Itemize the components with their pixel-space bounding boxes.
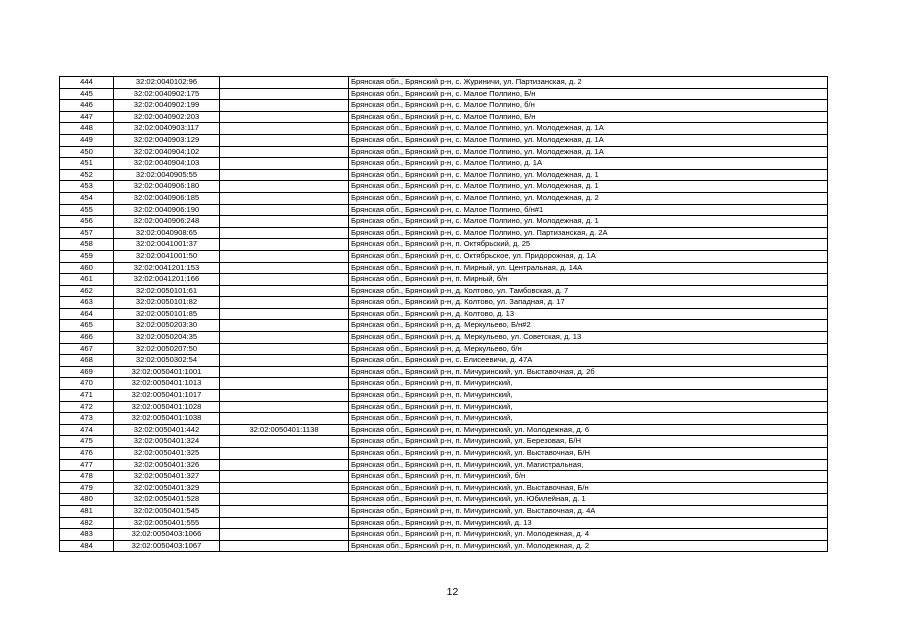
row-number-cell: 454 [60, 192, 114, 204]
address-cell: Брянская обл., Брянский р-н, п. Мирный, б/н [349, 274, 828, 286]
cadastral-number-cell: 32:02:0050401:1017 [114, 390, 220, 402]
related-cadastral-number-cell [220, 146, 349, 158]
cadastral-number-cell: 32:02:0040903:117 [114, 123, 220, 135]
address-cell: Брянская обл., Брянский р-н, с. Октябрьское, ул. Придорожная, д. 1А [349, 250, 828, 262]
table-row [60, 227, 828, 239]
related-cadastral-number-cell [220, 366, 349, 378]
related-cadastral-number-cell [220, 169, 349, 181]
address-cell: Брянская обл., Брянский р-н, с. Малое Полпино, ул. Молодежная, д. 1 [349, 181, 828, 193]
address-cell: Брянская обл., Брянский р-н, п. Мичуринский, [349, 401, 828, 413]
table-row [60, 332, 828, 344]
row-number-cell: 450 [60, 146, 114, 158]
cadastral-number-cell: 32:02:0050101:82 [114, 297, 220, 309]
related-cadastral-number-cell [220, 192, 349, 204]
address-cell: Брянская обл., Брянский р-н, п. Мичуринский, ул. Березовая, Б/Н [349, 436, 828, 448]
row-number-cell: 468 [60, 355, 114, 367]
address-cell: Брянская обл., Брянский р-н, с. Малое Полпино, ул. Молодежная, д. 1 [349, 216, 828, 228]
table-row [60, 158, 828, 170]
cadastral-number-cell: 32:02:0040102:96 [114, 77, 220, 89]
address-cell: Брянская обл., Брянский р-н, д. Колтово, д. 13 [349, 308, 828, 320]
related-cadastral-number-cell [220, 401, 349, 413]
cadastral-number-cell: 32:02:0050401:1038 [114, 413, 220, 425]
row-number-cell: 477 [60, 459, 114, 471]
address-cell: Брянская обл., Брянский р-н, с. Журиничи, ул. Партизанская, д. 2 [349, 77, 828, 89]
table-row [60, 169, 828, 181]
cadastral-number-cell: 32:02:0040906:190 [114, 204, 220, 216]
property-register-table [59, 76, 828, 552]
row-number-cell: 463 [60, 297, 114, 309]
address-cell: Брянская обл., Брянский р-н, с. Елисеевичи, д. 47А [349, 355, 828, 367]
cadastral-number-cell: 32:02:0050401:327 [114, 471, 220, 483]
address-cell: Брянская обл., Брянский р-н, п. Мичуринский, ул. Выставочная, д. 2б [349, 366, 828, 378]
cadastral-number-cell: 32:02:0050401:326 [114, 459, 220, 471]
row-number-cell: 458 [60, 239, 114, 251]
row-number-cell: 471 [60, 390, 114, 402]
related-cadastral-number-cell [220, 204, 349, 216]
row-number-cell: 460 [60, 262, 114, 274]
address-cell: Брянская обл., Брянский р-н, с. Малое Полпино, Б/н [349, 88, 828, 100]
row-number-cell: 482 [60, 517, 114, 529]
cadastral-number-cell: 32:02:0050101:61 [114, 285, 220, 297]
cadastral-number-cell: 32:02:0050401:555 [114, 517, 220, 529]
related-cadastral-number-cell [220, 482, 349, 494]
address-cell: Брянская обл., Брянский р-н, п. Мичуринский, [349, 390, 828, 402]
address-cell: Брянская обл., Брянский р-н, с. Малое Полпино, б/н#1 [349, 204, 828, 216]
table-row [60, 471, 828, 483]
related-cadastral-number-cell [220, 274, 349, 286]
cadastral-number-cell: 32:02:0040902:175 [114, 88, 220, 100]
cadastral-number-cell: 32:02:0040906:180 [114, 181, 220, 193]
cadastral-number-cell: 32:02:0041201:166 [114, 274, 220, 286]
row-number-cell: 478 [60, 471, 114, 483]
table-row [60, 448, 828, 460]
row-number-cell: 474 [60, 424, 114, 436]
table-row [60, 424, 828, 436]
row-number-cell: 469 [60, 366, 114, 378]
related-cadastral-number-cell [220, 158, 349, 170]
related-cadastral-number-cell [220, 285, 349, 297]
cadastral-number-cell: 32:02:0040906:185 [114, 192, 220, 204]
row-number-cell: 451 [60, 158, 114, 170]
table-row [60, 88, 828, 100]
related-cadastral-number-cell [220, 529, 349, 541]
table-row [60, 100, 828, 112]
table-row [60, 355, 828, 367]
table-row [60, 390, 828, 402]
cadastral-number-cell: 32:02:0050401:1013 [114, 378, 220, 390]
row-number-cell: 462 [60, 285, 114, 297]
address-cell: Брянская обл., Брянский р-н, п. Октябрьский, д. 25 [349, 239, 828, 251]
table-row [60, 529, 828, 541]
row-number-cell: 479 [60, 482, 114, 494]
address-cell: Брянская обл., Брянский р-н, с. Малое Полпино, ул. Молодежная, д. 1 [349, 169, 828, 181]
table-row [60, 181, 828, 193]
cadastral-number-cell: 32:02:0050401:324 [114, 436, 220, 448]
register-table-body [60, 77, 828, 552]
related-cadastral-number-cell [220, 343, 349, 355]
table-row [60, 343, 828, 355]
related-cadastral-number-cell [220, 111, 349, 123]
address-cell: Брянская обл., Брянский р-н, с. Малое Полпино, д. 1А [349, 158, 828, 170]
address-cell: Брянская обл., Брянский р-н, п. Мичуринский, д. 13 [349, 517, 828, 529]
row-number-cell: 461 [60, 274, 114, 286]
related-cadastral-number-cell [220, 436, 349, 448]
table-row [60, 297, 828, 309]
related-cadastral-number-cell [220, 505, 349, 517]
table-row [60, 320, 828, 332]
related-cadastral-number-cell [220, 390, 349, 402]
address-cell: Брянская обл., Брянский р-н, д. Меркульево, б/н [349, 343, 828, 355]
row-number-cell: 480 [60, 494, 114, 506]
cadastral-number-cell: 32:02:0050401:1001 [114, 366, 220, 378]
row-number-cell: 444 [60, 77, 114, 89]
related-cadastral-number-cell [220, 77, 349, 89]
row-number-cell: 470 [60, 378, 114, 390]
table-row [60, 239, 828, 251]
table-row [60, 482, 828, 494]
row-number-cell: 448 [60, 123, 114, 135]
page-number: 12 [446, 586, 459, 598]
related-cadastral-number-cell [220, 227, 349, 239]
cadastral-number-cell: 32:02:0040902:203 [114, 111, 220, 123]
row-number-cell: 447 [60, 111, 114, 123]
table-row [60, 540, 828, 552]
address-cell: Брянская обл., Брянский р-н, п. Мичуринский, ул. Выставочная, Б/Н [349, 448, 828, 460]
row-number-cell: 472 [60, 401, 114, 413]
address-cell: Брянская обл., Брянский р-н, п. Мичуринский, ул. Молодежная, д. 4 [349, 529, 828, 541]
related-cadastral-number-cell [220, 540, 349, 552]
table-row [60, 250, 828, 262]
address-cell: Брянская обл., Брянский р-н, п. Мичуринский, ул. Выставочная, д. 4А [349, 505, 828, 517]
row-number-cell: 456 [60, 216, 114, 228]
cadastral-number-cell: 32:02:0050203:30 [114, 320, 220, 332]
table-row [60, 204, 828, 216]
related-cadastral-number-cell [220, 308, 349, 320]
table-row [60, 517, 828, 529]
table-row [60, 216, 828, 228]
cadastral-number-cell: 32:02:0040908:65 [114, 227, 220, 239]
table-row [60, 413, 828, 425]
related-cadastral-number-cell [220, 181, 349, 193]
cadastral-number-cell: 32:02:0050403:1066 [114, 529, 220, 541]
row-number-cell: 464 [60, 308, 114, 320]
row-number-cell: 481 [60, 505, 114, 517]
row-number-cell: 473 [60, 413, 114, 425]
address-cell: Брянская обл., Брянский р-н, д. Меркульево, Б/н#2 [349, 320, 828, 332]
cadastral-number-cell: 32:02:0050204:35 [114, 332, 220, 344]
cadastral-number-cell: 32:02:0050401:528 [114, 494, 220, 506]
cadastral-number-cell: 32:02:0050401:329 [114, 482, 220, 494]
cadastral-number-cell: 32:02:0040906:248 [114, 216, 220, 228]
table-row [60, 77, 828, 89]
related-cadastral-number-cell [220, 448, 349, 460]
address-cell: Брянская обл., Брянский р-н, п. Мичуринский, [349, 413, 828, 425]
related-cadastral-number-cell [220, 100, 349, 112]
address-cell: Брянская обл., Брянский р-н, с. Малое Полпино, ул. Молодежная, д. 1А [349, 123, 828, 135]
address-cell: Брянская обл., Брянский р-н, с. Малое Полпино, б/н [349, 100, 828, 112]
table-row [60, 285, 828, 297]
cadastral-number-cell: 32:02:0050401:325 [114, 448, 220, 460]
row-number-cell: 484 [60, 540, 114, 552]
table-row [60, 123, 828, 135]
related-cadastral-number-cell [220, 123, 349, 135]
table-row [60, 274, 828, 286]
table-row [60, 134, 828, 146]
row-number-cell: 465 [60, 320, 114, 332]
address-cell: Брянская обл., Брянский р-н, п. Мирный, ул. Центральная, д. 14А [349, 262, 828, 274]
related-cadastral-number-cell [220, 239, 349, 251]
row-number-cell: 452 [60, 169, 114, 181]
address-cell: Брянская обл., Брянский р-н, п. Мичуринский, ул. Юбилейная, д. 1 [349, 494, 828, 506]
cadastral-number-cell: 32:02:0050207:50 [114, 343, 220, 355]
cadastral-number-cell: 32:02:0040905:55 [114, 169, 220, 181]
table-row [60, 111, 828, 123]
address-cell: Брянская обл., Брянский р-н, п. Мичуринский, ул. Магистральная, [349, 459, 828, 471]
cadastral-number-cell: 32:02:0041001:37 [114, 239, 220, 251]
row-number-cell: 445 [60, 88, 114, 100]
address-cell: Брянская обл., Брянский р-н, п. Мичуринский, ул. Молодежная, д. 2 [349, 540, 828, 552]
related-cadastral-number-cell [220, 332, 349, 344]
address-cell: Брянская обл., Брянский р-н, п. Мичуринский, ул. Выставочная, Б/н [349, 482, 828, 494]
table-row [60, 308, 828, 320]
address-cell: Брянская обл., Брянский р-н, с. Малое Полпино, ул. Молодежная, д. 1А [349, 134, 828, 146]
related-cadastral-number-cell [220, 297, 349, 309]
cadastral-number-cell: 32:02:0040904:103 [114, 158, 220, 170]
related-cadastral-number-cell [220, 517, 349, 529]
table-row [60, 146, 828, 158]
related-cadastral-number-cell: 32:02:0050401:1138 [220, 424, 349, 436]
cadastral-number-cell: 32:02:0040903:129 [114, 134, 220, 146]
address-cell: Брянская обл., Брянский р-н, п. Мичуринский, ул. Молодежная, д. 6 [349, 424, 828, 436]
table-row [60, 192, 828, 204]
related-cadastral-number-cell [220, 320, 349, 332]
table-row [60, 366, 828, 378]
row-number-cell: 457 [60, 227, 114, 239]
address-cell: Брянская обл., Брянский р-н, д. Колтово, ул. Западная, д. 17 [349, 297, 828, 309]
row-number-cell: 475 [60, 436, 114, 448]
row-number-cell: 483 [60, 529, 114, 541]
related-cadastral-number-cell [220, 413, 349, 425]
table-row [60, 378, 828, 390]
cadastral-number-cell: 32:02:0050401:1028 [114, 401, 220, 413]
address-cell: Брянская обл., Брянский р-н, с. Малое Полпино, ул. Партизанская, д. 2А [349, 227, 828, 239]
cadastral-number-cell: 32:02:0050401:545 [114, 505, 220, 517]
address-cell: Брянская обл., Брянский р-н, с. Малое Полпино, ул. Молодежная, д. 1А [349, 146, 828, 158]
related-cadastral-number-cell [220, 471, 349, 483]
related-cadastral-number-cell [220, 494, 349, 506]
address-cell: Брянская обл., Брянский р-н, п. Мичуринский, б/н [349, 471, 828, 483]
cadastral-number-cell: 32:02:0050401:442 [114, 424, 220, 436]
related-cadastral-number-cell [220, 262, 349, 274]
cadastral-number-cell: 32:02:0050302:54 [114, 355, 220, 367]
related-cadastral-number-cell [220, 355, 349, 367]
table-row [60, 505, 828, 517]
table-row [60, 401, 828, 413]
table-row [60, 262, 828, 274]
cadastral-number-cell: 32:02:0041201:153 [114, 262, 220, 274]
cadastral-number-cell: 32:02:0040902:199 [114, 100, 220, 112]
related-cadastral-number-cell [220, 216, 349, 228]
cadastral-number-cell: 32:02:0050403:1067 [114, 540, 220, 552]
row-number-cell: 467 [60, 343, 114, 355]
table-row [60, 494, 828, 506]
row-number-cell: 453 [60, 181, 114, 193]
related-cadastral-number-cell [220, 459, 349, 471]
row-number-cell: 446 [60, 100, 114, 112]
related-cadastral-number-cell [220, 134, 349, 146]
row-number-cell: 455 [60, 204, 114, 216]
address-cell: Брянская обл., Брянский р-н, п. Мичуринский, [349, 378, 828, 390]
related-cadastral-number-cell [220, 250, 349, 262]
row-number-cell: 466 [60, 332, 114, 344]
row-number-cell: 459 [60, 250, 114, 262]
row-number-cell: 449 [60, 134, 114, 146]
row-number-cell: 476 [60, 448, 114, 460]
address-cell: Брянская обл., Брянский р-н, с. Малое Полпино, ул. Молодежная, д. 2 [349, 192, 828, 204]
address-cell: Брянская обл., Брянский р-н, д. Меркульево, ул. Советская, д. 13 [349, 332, 828, 344]
table-row [60, 436, 828, 448]
related-cadastral-number-cell [220, 88, 349, 100]
cadastral-number-cell: 32:02:0040904:102 [114, 146, 220, 158]
cadastral-number-cell: 32:02:0050101:85 [114, 308, 220, 320]
table-row [60, 459, 828, 471]
cadastral-number-cell: 32:02:0041001:50 [114, 250, 220, 262]
address-cell: Брянская обл., Брянский р-н, д. Колтово, ул. Тамбовская, д. 7 [349, 285, 828, 297]
address-cell: Брянская обл., Брянский р-н, с. Малое Полпино, Б/н [349, 111, 828, 123]
related-cadastral-number-cell [220, 378, 349, 390]
